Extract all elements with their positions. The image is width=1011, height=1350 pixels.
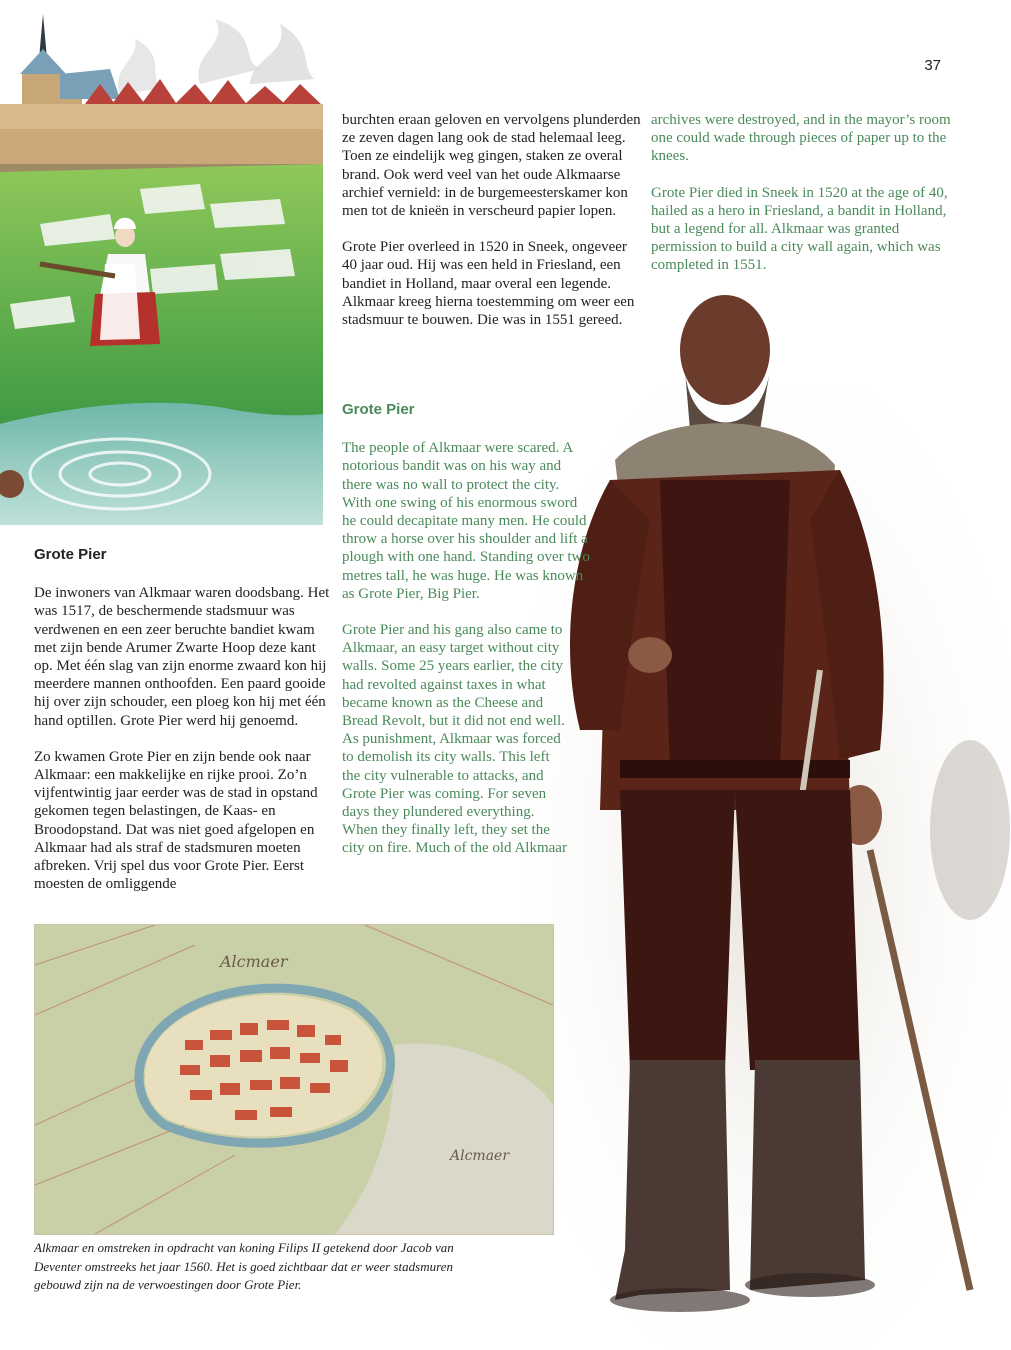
english-paragraph: Grote Pier and his gang also came to Alkmaar, an easy target without city walls. Some 25 years earlier, the city had revolted against taxes in what became known as the Cheese and Bread Revolt, but it did not end well. As punishment, Alkmaar was forced to demolish its city walls. This left the city vulnerable to attacks, and Grote Pier was coming. For seven days they plundered everything. When they finally left, they set the city on fire. Much of the old Alkmaar	[342, 622, 567, 857]
map-caption: Alkmaar en omstreken in opdracht van koning Filips II getekend door Jacob van Deventer omstreeks het jaar 1560. Het is goed zichtbaar dat er weer stadsmuren gebouwd zijn na de verwoestingen door Grote Pier.	[34, 1240, 454, 1292]
dutch-paragraph: Grote Pier overleed in 1520 in Sneek, ongeveer 40 jaar oud. Hij was een held in Friesland, een bandiet in Holland, maar overal een legende. Alkmaar kreeg hierna toestemming om weer een stadsmuur te bouwen. Die was in 1551 gereed.	[342, 239, 635, 329]
english-column-2	[342, 401, 642, 876]
english-paragraph: Grote Pier died in Sneek in 1520 at the age of 40, hailed as a hero in Friesland, a bandit in Holland, but a legend for all. Alkmaar was granted permission to build a city wall again, which was completed in 1551.	[651, 184, 948, 274]
english-heading: Grote Pier	[342, 401, 415, 418]
dutch-paragraph: burchten eraan geloven en vervolgens plunderden ze zeven dagen lang ook de stad helemaal leeg. Toen ze eindelijk weg gingen, staken ze overal brand. Ook werd veel van het oude Alkmaarse archief vernield: in de burgemeesterskamer kon men tot de knieën in verscheurd papier lopen.	[342, 112, 641, 220]
dutch-heading: Grote Pier	[34, 546, 107, 563]
page-number: 37	[924, 57, 941, 74]
english-paragraph: archives were destroyed, and in the mayor’s room one could wade through pieces of paper up to the knees.	[651, 112, 951, 165]
dutch-paragraph: Zo kwamen Grote Pier en zijn bende ook naar Alkmaar: een makkelijke en rijke prooi. Zo’n vijfentwintig jaar eerder was de stad in opstand gekomen tegen belastingen, de Kaas- en Broodopstand. Dat was niet goed afgelopen en Alkmaar had als straf de stadsmuren moeten afbreken. Vrij spel dus voor Grote Pier. Eerst moesten de omliggende	[34, 748, 318, 893]
town-painting	[0, 14, 323, 525]
dutch-paragraph: De inwoners van Alkmaar waren doodsbang. Het was 1517, de beschermende stadsmuur was verdwenen en een zeer beruchte bandiet kwam met zijn bende Arumer Zwarte Hoop deze kant op. Met één slag van zijn enorme zwaard kon hij meerdere mannen onthoofden. Een paard gooide hij over zijn schouder, een ploeg kon hij met één hand optillen. Grote Pier werd hij genoemd.	[34, 585, 330, 729]
english-column-3	[651, 111, 951, 293]
historic-map	[34, 924, 554, 1235]
dutch-column-1	[34, 546, 334, 911]
english-paragraph: The people of Alkmaar were scared. A notorious bandit was on his way and there was no wall to protect the city. With one swing of his enormous sword he could decapitate many men. He could throw a horse over his shoulder and lift a plough with one hand. Standing over two metres tall, he was huge. He was known as Grote Pier, Big Pier.	[342, 440, 590, 602]
map-label: Alcmaer	[220, 952, 288, 971]
map-label: Alcmaer	[450, 1148, 510, 1164]
